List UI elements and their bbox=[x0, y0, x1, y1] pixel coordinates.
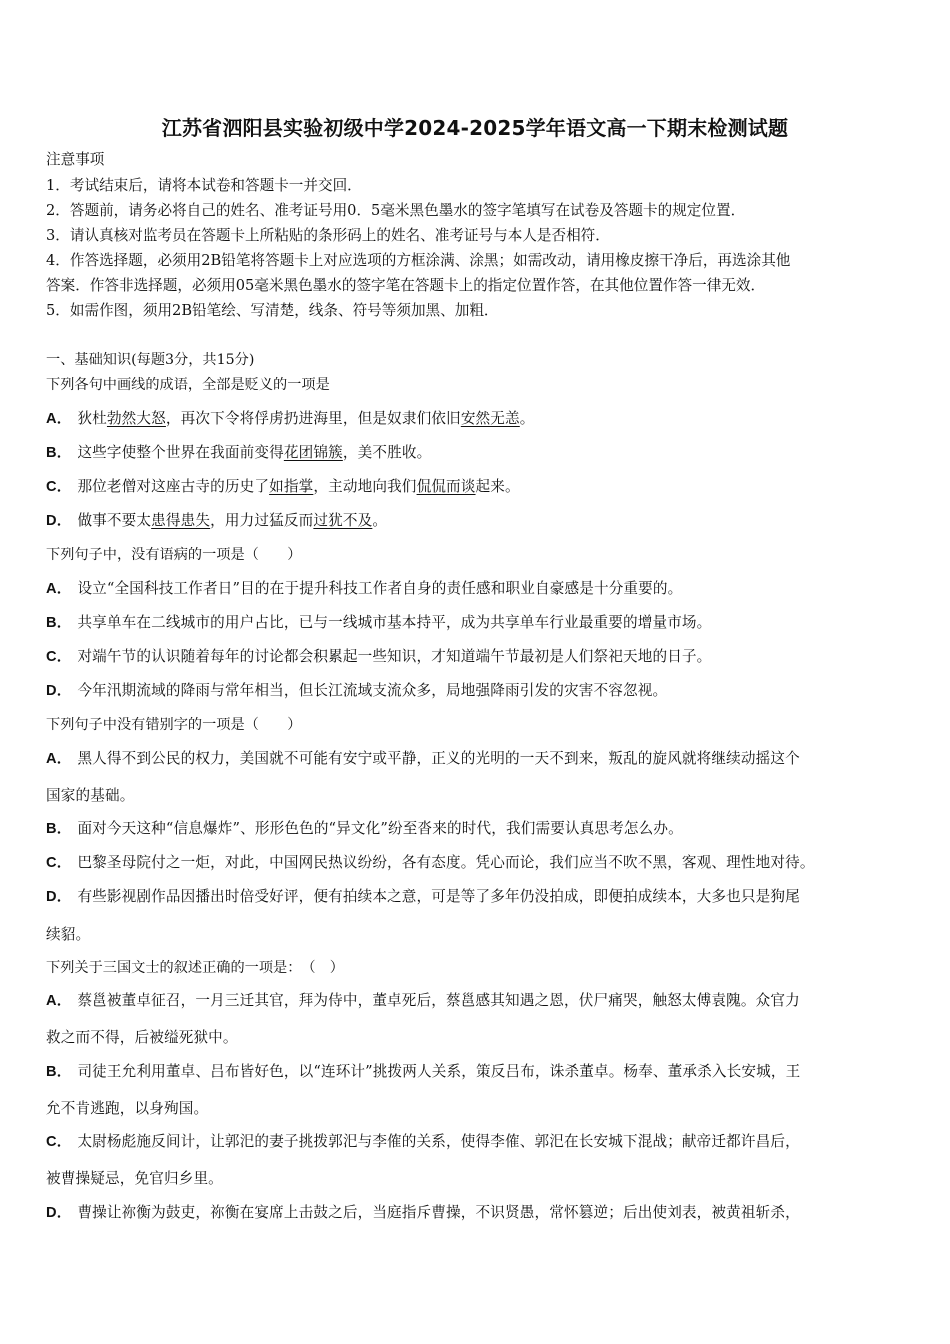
option-text: 。 bbox=[372, 512, 388, 529]
option-a[interactable] bbox=[46, 991, 800, 1011]
option-text: 对端午节的认识随着每年的讨论都会积累起一些知识，才知道端午节最初是人们祭祀天地的日子。 bbox=[77, 648, 712, 665]
option-text: 起来。 bbox=[475, 478, 520, 495]
option-label: A． bbox=[46, 993, 72, 1009]
note-item: 1．考试结束后，请将本试卷和答题卡一并交回． bbox=[46, 177, 362, 194]
option-text: 做事不要太 bbox=[77, 512, 152, 529]
option-text: ，再次下令将俘虏扔进海里，但是奴隶们依旧 bbox=[165, 410, 461, 427]
option-text: 巴黎圣母院付之一炬，对此，中国网民热议纷纷，各有态度。凭心而论，我们应当不吹不黑，客观、理性地对待。 bbox=[77, 854, 815, 871]
page-title: 江苏省泗阳县实验初级中学2024-2025学年语文高一下期末检测试题 bbox=[161, 116, 789, 140]
option-label: C． bbox=[46, 479, 72, 495]
underlined-idiom: 安然无恙 bbox=[460, 410, 520, 427]
option-label: A． bbox=[46, 751, 72, 767]
option-text: 狄杜 bbox=[77, 410, 107, 427]
option-label: D． bbox=[46, 683, 72, 699]
underlined-idiom: 如指掌 bbox=[269, 478, 314, 495]
option-text: 有些影视剧作品因播出时倍受好评，便有拍续本之意，可是等了多年仍没拍成，即便拍成续本，大多也只是狗尾 bbox=[77, 888, 800, 905]
question-stem: 下列句子中没有错别字的一项是（ ） bbox=[46, 717, 302, 733]
option-d[interactable] bbox=[46, 887, 800, 907]
note-item: 答案．作答非选择题，必须用05毫米黑色墨水的签字笔在答题卡上的指定位置作答，在其他位置作答一律无效． bbox=[46, 277, 766, 294]
note-item: 2．答题前，请务必将自己的姓名、准考证号用0．5毫米黑色墨水的签字笔填写在试卷及答题卡的规定位置． bbox=[46, 202, 746, 219]
option-a[interactable] bbox=[46, 749, 800, 769]
question-stem: 下列关于三国文士的叙述正确的一项是： （ ） bbox=[46, 960, 344, 976]
option-c[interactable] bbox=[46, 1132, 800, 1152]
underlined-idiom: 勃然大怒 bbox=[106, 410, 166, 427]
option-a-continued: 救之而不得，后被缢死狱中。 bbox=[46, 1029, 238, 1046]
option-text: 司徒王允利用董卓、吕布皆好色，以“连环计”挑拨两人关系，策反吕布，诛杀董卓。杨奉、董承杀入长安城，王 bbox=[77, 1063, 801, 1080]
note-item: 4．作答选择题，必须用2B铅笔将答题卡上对应选项的方框涂满、涂黑；如需改动，请用橡皮擦干净后，再选涂其他 bbox=[46, 252, 791, 269]
option-text: ，用力过猛反而 bbox=[210, 512, 314, 529]
option-c-continued: 被曹操疑忌，免官归乡里。 bbox=[46, 1170, 223, 1187]
option-b-continued: 允不肯逃跑，以身殉国。 bbox=[46, 1100, 209, 1117]
note-item: 3．请认真核对监考员在答题卡上所粘贴的条形码上的姓名、准考证号与本人是否相符． bbox=[46, 227, 610, 244]
option-label: A． bbox=[46, 581, 72, 597]
option-text: 蔡邕被董卓征召，一月三迁其官，拜为侍中，董卓死后，蔡邕感其知遇之恩，伏尸痛哭，触怒太傅袁隗。众官力 bbox=[77, 992, 800, 1009]
option-text: ，主动地向我们 bbox=[313, 478, 417, 495]
option-text: 这些字使整个世界在我面前变得 bbox=[77, 444, 284, 461]
option-a[interactable] bbox=[46, 579, 682, 599]
option-text: 太尉杨彪施反间计，让郭汜的妻子挑拨郭汜与李傕的关系，使得李傕、郭汜在长安城下混战；献帝迁都许昌后， bbox=[77, 1133, 800, 1150]
option-label: B． bbox=[46, 821, 72, 837]
option-b[interactable] bbox=[46, 613, 711, 633]
option-label: A． bbox=[46, 411, 72, 427]
underlined-idiom: 患得患失 bbox=[151, 512, 211, 529]
option-label: B． bbox=[46, 1064, 72, 1080]
option-text: 共享单车在二线城市的用户占比，已与一线城市基本持平，成为共享单车行业最重要的增量市场。 bbox=[77, 614, 712, 631]
option-text: 设立“全国科技工作者日”目的在于提升科技工作者自身的责任感和职业自豪感是十分重要的。 bbox=[77, 580, 683, 597]
option-d[interactable] bbox=[46, 681, 667, 701]
option-a-continued: 国家的基础。 bbox=[46, 787, 135, 804]
option-label: B． bbox=[46, 445, 72, 461]
option-c[interactable] bbox=[46, 477, 520, 497]
option-d[interactable] bbox=[46, 511, 387, 531]
underlined-idiom: 过犹不及 bbox=[313, 512, 373, 529]
question-stem: 下列各句中画线的成语，全部是贬义的一项是 bbox=[46, 377, 330, 393]
option-label: D． bbox=[46, 513, 72, 529]
option-text: 黑人得不到公民的权力，美国就不可能有安宁或平静，正义的光明的一天不到来，叛乱的旋风就将继续动摇这个 bbox=[77, 750, 800, 767]
option-label: D． bbox=[46, 889, 72, 905]
option-label: C． bbox=[46, 855, 72, 871]
option-text: ，美不胜收。 bbox=[342, 444, 432, 461]
option-a[interactable] bbox=[46, 409, 535, 429]
option-d-continued: 续貂。 bbox=[46, 926, 91, 943]
option-b[interactable] bbox=[46, 443, 431, 463]
question-stem: 下列句子中，没有语病的一项是（ ） bbox=[46, 547, 302, 563]
option-c[interactable] bbox=[46, 647, 711, 667]
option-b[interactable] bbox=[46, 819, 683, 839]
underlined-idiom: 花团锦簇 bbox=[283, 444, 343, 461]
option-text: 今年汛期流域的降雨与常年相当，但长江流域支流众多，局地强降雨引发的灾害不容忽视。 bbox=[77, 682, 668, 699]
option-d[interactable] bbox=[46, 1203, 800, 1223]
option-text: 曹操让祢衡为鼓吏，祢衡在宴席上击鼓之后，当庭指斥曹操，不识贤愚，常怀篡逆；后出使刘表，被黄祖斩杀， bbox=[77, 1204, 800, 1221]
option-label: B． bbox=[46, 615, 72, 631]
option-label: D． bbox=[46, 1205, 72, 1221]
underlined-idiom: 侃侃而谈 bbox=[416, 478, 476, 495]
option-label: C． bbox=[46, 1134, 72, 1150]
option-c[interactable] bbox=[46, 853, 815, 873]
section-heading: 一、基础知识(每题3分，共15分) bbox=[46, 352, 255, 368]
option-label: C． bbox=[46, 649, 72, 665]
option-text: 面对今天这种“信息爆炸”、形形色色的“异文化”纷至沓来的时代，我们需要认真思考怎么办。 bbox=[77, 820, 683, 837]
option-text: 。 bbox=[519, 410, 535, 427]
notes-heading: 注意事项 bbox=[46, 151, 105, 168]
option-text: 那位老僧对这座古寺的历史了 bbox=[77, 478, 270, 495]
note-item: 5．如需作图，须用2B铅笔绘、写清楚，线条、符号等须加黑、加粗． bbox=[46, 302, 499, 319]
option-b[interactable] bbox=[46, 1062, 800, 1082]
